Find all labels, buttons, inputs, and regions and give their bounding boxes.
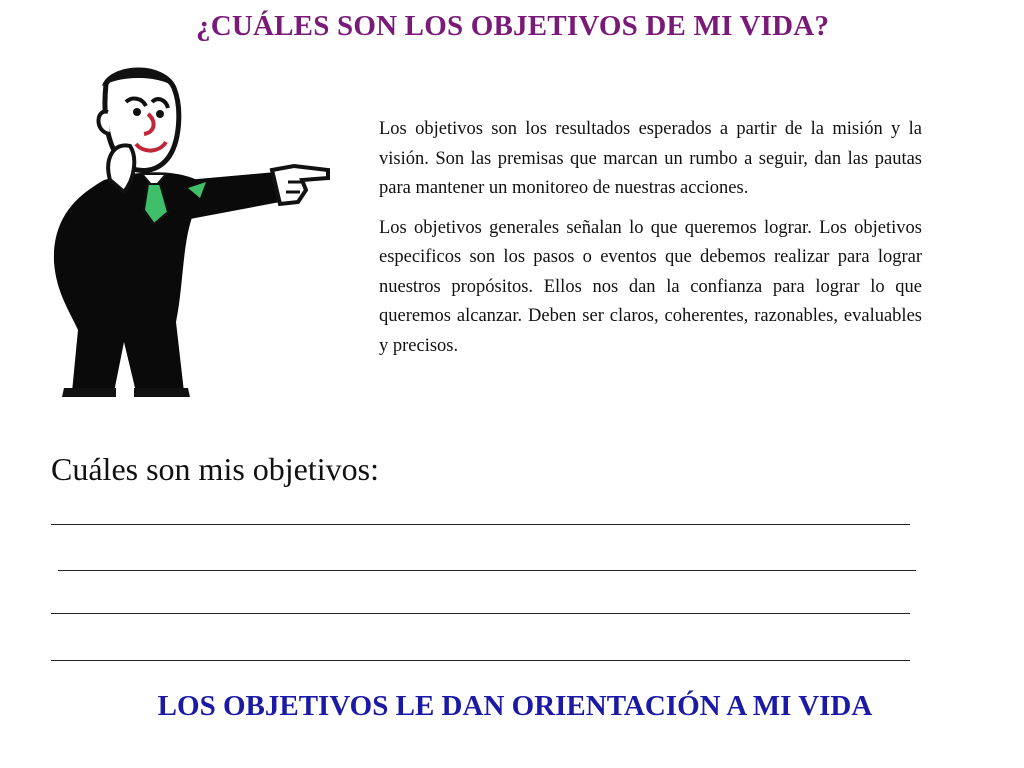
answer-line-1[interactable]: [51, 524, 910, 525]
answer-line-4[interactable]: [51, 660, 910, 661]
pointing-hand: [272, 166, 328, 204]
page-title: ¿CUÁLES SON LOS OBJETIVOS DE MI VIDA?: [196, 10, 830, 42]
answer-line-3[interactable]: [51, 613, 910, 614]
closing-statement: LOS OBJETIVOS LE DAN ORIENTACIÓN A MI VIDA: [157, 690, 873, 722]
pointing-man-illustration: [44, 62, 334, 397]
description-text: [379, 115, 922, 371]
paragraph-general-objectives: Los objetivos generales señalan lo que queremos lograr. Los objetivos especificos son los pasos o eventos que debemos realizar para lograr nuestros propósitos. Ellos nos dan la confianza para lograr lo que queremos alcanzar. Deben ser claros, coherentes, razonables, evaluables y precisos.: [379, 217, 922, 356]
paragraph-definition: Los objetivos son los resultados esperados a partir de la misión y la visión. Son las premisas que marcan un rumbo a seguir, dan las pautas para mantener un monitoreo de nuestras acciones.: [379, 119, 922, 198]
answer-line-2[interactable]: [58, 570, 916, 571]
objectives-prompt: Cuáles son mis objetivos:: [51, 451, 379, 487]
suit: [54, 145, 280, 397]
